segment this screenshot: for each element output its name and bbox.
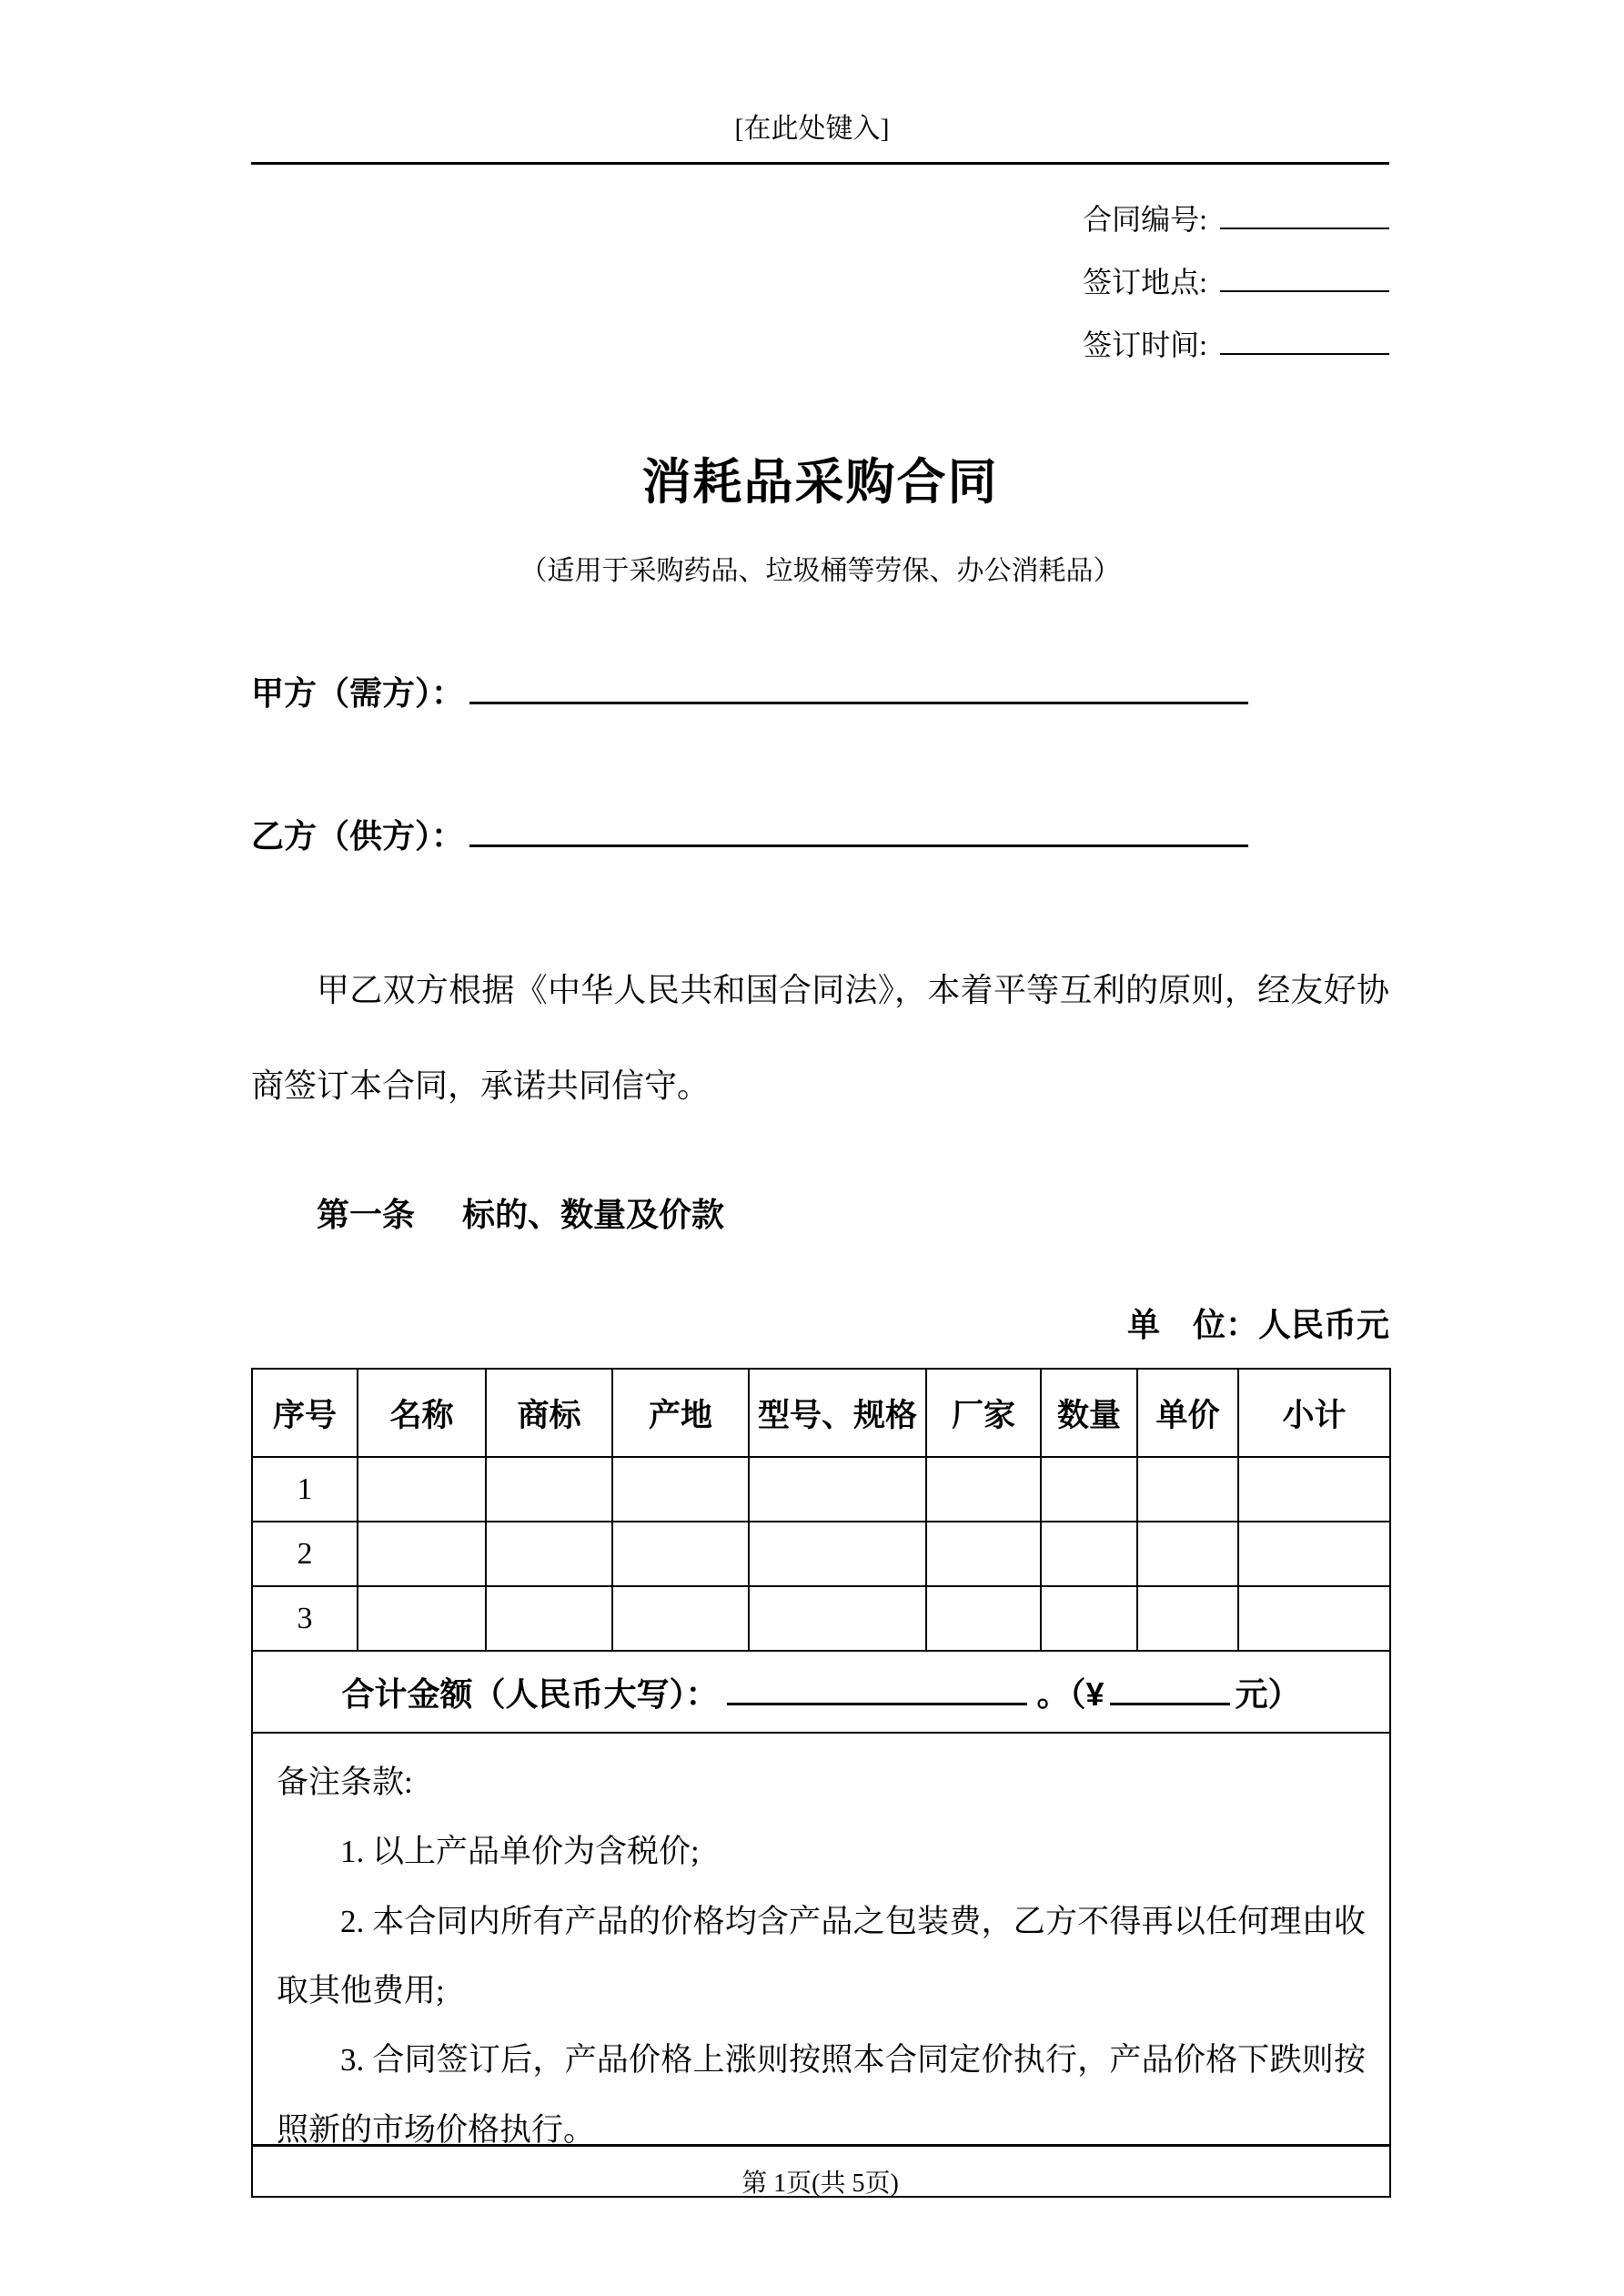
party-a-blank[interactable] <box>469 672 1248 704</box>
contract-number-blank[interactable] <box>1220 200 1389 229</box>
remark-item-3: 3. 合同签订后，产品价格上涨则按照本合同定价执行，产品价格下跌则按照新的市场价格执行。 <box>277 2042 1366 2148</box>
col-header-factory: 厂家 <box>926 1369 1041 1457</box>
col-header-model: 型号、规格 <box>749 1369 926 1457</box>
table-cell[interactable] <box>612 1522 749 1586</box>
remarks-row <box>252 1733 1390 2197</box>
party-b-blank[interactable] <box>469 814 1248 847</box>
page-footer <box>251 2144 1389 2200</box>
signing-place-label: 签订地点: <box>1083 265 1207 298</box>
table-cell[interactable] <box>926 1457 1041 1522</box>
remarks-title: 备注条款: <box>277 1765 413 1801</box>
table-cell[interactable] <box>486 1457 612 1522</box>
remark-item-2: 2. 本合同内所有产品的价格均含产品之包装费，乙方不得再以任何理由收取其他费用; <box>277 1903 1366 2009</box>
signing-date-label: 签订时间: <box>1083 328 1207 361</box>
total-amount-label: 合计金额（人民币大写）： <box>341 1674 719 1713</box>
document-body <box>0 162 1624 2198</box>
row-index: 3 <box>252 1586 358 1651</box>
signing-place-blank[interactable] <box>1220 263 1389 292</box>
table-cell[interactable] <box>1238 1586 1390 1651</box>
party-a-line <box>251 668 1389 714</box>
table-cell[interactable] <box>749 1522 926 1586</box>
table-row <box>252 1586 1390 1651</box>
header-rule <box>251 162 1389 165</box>
table-cell[interactable] <box>1041 1522 1137 1586</box>
intro-paragraph: 甲乙双方根据《中华人民共和国合同法》，本着平等互利的原则，经友好协商签订本合同，承诺共同信守。 <box>251 972 1389 1104</box>
col-header-index: 序号 <box>252 1369 358 1457</box>
table-cell[interactable] <box>926 1586 1041 1651</box>
contract-number-label: 合同编号: <box>1083 203 1207 236</box>
remark-item-1: 1. 以上产品单价为含税价; <box>340 1834 700 1870</box>
goods-table <box>251 1368 1391 2198</box>
section-one-number: 第一条 <box>317 1196 416 1234</box>
party-b-label: 乙方（供方）： <box>251 817 465 855</box>
table-cell[interactable] <box>486 1586 612 1651</box>
table-cell[interactable] <box>1137 1586 1238 1651</box>
table-row <box>252 1457 1390 1522</box>
table-cell[interactable] <box>926 1522 1041 1586</box>
contract-meta-block <box>251 188 1389 376</box>
contract-subtitle: （适用于采购药品、垃圾桶等劳保、办公消耗品） <box>519 556 1121 587</box>
page-number: 第 1页(共 5页) <box>741 2170 899 2198</box>
table-cell[interactable] <box>358 1457 486 1522</box>
word-header-placeholder[interactable]: [在此处键入] <box>734 114 890 144</box>
col-header-name: 名称 <box>358 1369 486 1457</box>
party-a-label: 甲方（需方）： <box>251 674 465 713</box>
col-header-brand: 商标 <box>486 1369 612 1457</box>
table-cell[interactable] <box>358 1586 486 1651</box>
contract-title: 消耗品采购合同 <box>641 455 999 511</box>
table-cell[interactable] <box>612 1457 749 1522</box>
table-cell[interactable] <box>1137 1457 1238 1522</box>
row-index: 2 <box>252 1522 358 1586</box>
total-amount-middle: 。（¥ <box>1036 1674 1105 1713</box>
total-cell <box>252 1651 1390 1733</box>
section-one-title: 标的、数量及价款 <box>462 1196 725 1234</box>
col-header-price: 单价 <box>1137 1369 1238 1457</box>
row-index: 1 <box>252 1457 358 1522</box>
goods-table-header-row <box>252 1369 1390 1457</box>
table-cell[interactable] <box>1238 1522 1390 1586</box>
table-cell[interactable] <box>486 1522 612 1586</box>
table-cell[interactable] <box>1041 1586 1137 1651</box>
signing-date-blank[interactable] <box>1220 326 1389 355</box>
table-cell[interactable] <box>358 1522 486 1586</box>
table-cell[interactable] <box>1238 1457 1390 1522</box>
col-header-subtotal: 小计 <box>1238 1369 1390 1457</box>
unit-note: 单 位：人民币元 <box>1126 1306 1389 1344</box>
col-header-quantity: 数量 <box>1041 1369 1137 1457</box>
signing-date-line <box>251 314 1389 377</box>
total-amount-figures-blank[interactable] <box>1110 1673 1230 1705</box>
table-cell[interactable] <box>612 1586 749 1651</box>
section-one-heading <box>251 1189 1389 1236</box>
total-row <box>252 1651 1390 1733</box>
total-amount-words-blank[interactable] <box>727 1673 1027 1705</box>
table-row <box>252 1522 1390 1586</box>
table-cell[interactable] <box>1041 1457 1137 1522</box>
party-b-line <box>251 811 1389 857</box>
total-amount-end: 元） <box>1235 1674 1301 1713</box>
signing-place-line <box>251 251 1389 314</box>
contract-number-line <box>251 188 1389 251</box>
col-header-origin: 产地 <box>612 1369 749 1457</box>
table-cell[interactable] <box>749 1586 926 1651</box>
table-cell[interactable] <box>1137 1522 1238 1586</box>
remarks-cell <box>252 1733 1390 2197</box>
table-cell[interactable] <box>749 1457 926 1522</box>
